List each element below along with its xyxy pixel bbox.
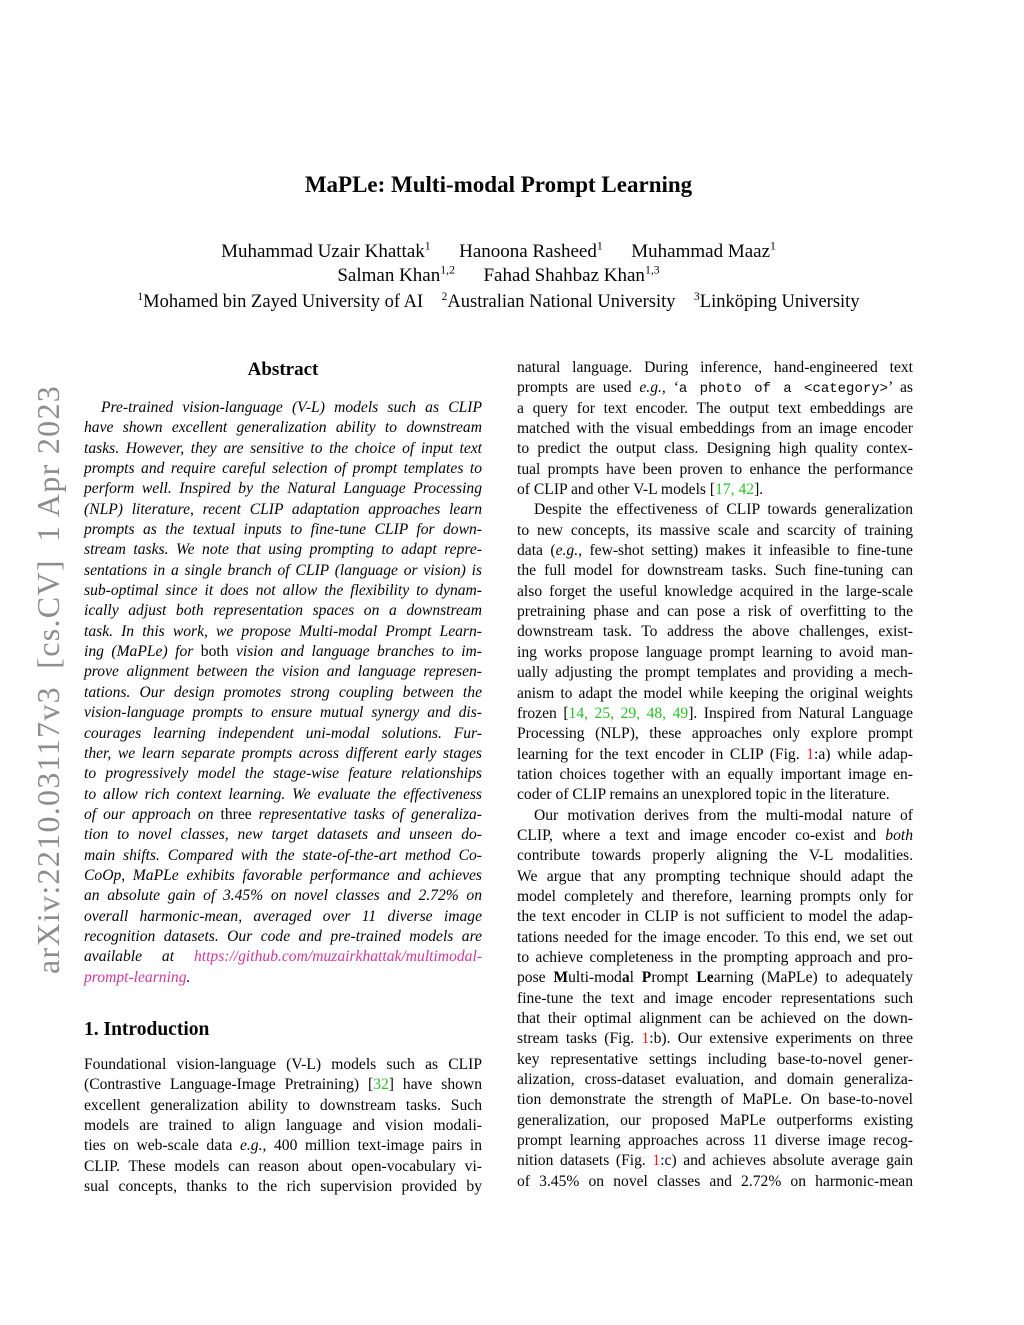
text-line: the full model for downstream tasks. Such fine-tuning can (517, 562, 913, 580)
text-line: a query for text encoder. The output text embeddings are (517, 399, 913, 417)
text-line: sentations in a single branch of CLIP (language or vision) is (84, 561, 482, 579)
text-line: to progressively model the stage-wise feature relationships (84, 765, 482, 783)
text-line: ing works propose language prompt learning to avoid man- (517, 643, 913, 661)
github-link[interactable]: prompt-learning (84, 968, 187, 986)
text-line: ties on web-scale data e.g., 400 million text-image pairs in (84, 1137, 482, 1155)
text-line: ually adjusting the prompt templates and providing a mech- (517, 664, 913, 682)
citation-link[interactable]: 32 (373, 1076, 389, 1094)
text-line: to achieve completeness in the prompting approach and pro- (517, 948, 913, 966)
introduction-body (84, 1055, 482, 1197)
text-line: recognition datasets. Our code and pre-trained models are (84, 927, 482, 945)
left-column (84, 358, 482, 1197)
bold-text: P (641, 969, 652, 987)
text-line: learning for the text encoder in CLIP (Fig. 1:a) while adap- (517, 745, 913, 763)
text-line: stream tasks (Fig. 1:b). Our extensive experiments on three (517, 1030, 913, 1048)
text-line: have shown excellent generalization ability to downstream (84, 419, 482, 437)
text-line: (Contrastive Language-Image Pretraining) [32] have shown (84, 1076, 482, 1094)
abstract-heading: Abstract (247, 359, 319, 380)
text-line: stream tasks. We note that using prompting to adapt repre- (84, 541, 482, 559)
abstract-body (84, 398, 482, 988)
text-line: available at https://github.com/muzairkhattak/multimodal- (84, 948, 482, 966)
emphasis-text: e.g. (239, 1137, 263, 1155)
emphasis-text: e.g. (555, 542, 579, 560)
text-line: Processing (NLP), these approaches only explore prompt (517, 725, 913, 743)
text-line: Despite the effectiveness of CLIP towards generalization (534, 501, 913, 519)
github-link[interactable]: https://github.com/muzairkhattak/multimodal- (193, 948, 482, 966)
text-line: tasks. However, they are sensitive to the choice of input text (84, 439, 482, 457)
text-line: data (e.g., few-shot setting) makes it infeasible to fine-tune (517, 542, 913, 560)
text-line: vision-language prompts to ensure mutual synergy and dis- (84, 704, 482, 722)
text-line: the text encoder in CLIP is not sufficient to model the adap- (517, 908, 913, 926)
paragraph (517, 500, 913, 805)
text-line: ically adjust both representation spaces on a downstream (84, 602, 482, 620)
text-line: to allow rich context learning. We evaluate the effectiveness (84, 785, 482, 803)
superscript: 1,2 (440, 263, 455, 277)
text-line: prove alignment between the vision and language represen- (84, 663, 482, 681)
author-line-2: Salman Khan$^{1,2}$ Fahad Shahbaz Khan$^{1,3}$ (337, 263, 660, 286)
text-line: anism to adapt the model while keeping the original weights (517, 684, 913, 702)
figure-ref-link[interactable]: 1 (641, 1030, 650, 1048)
citation-link[interactable]: 14, 25, 29, 48, 49 (568, 704, 689, 722)
text-line: to predict the output class. Designing high quality contex- (517, 440, 913, 458)
text-line: pose Multi-modal Prompt Learning (MaPLe) to adequately (517, 969, 913, 987)
text-line: Our motivation derives from the multi-modal nature of (534, 806, 913, 824)
paragraph (84, 1055, 482, 1197)
text-line: (NLP) literature, recent CLIP adaptation approaches learn (84, 500, 482, 518)
text-line: Pre-trained vision-language (V-L) models such as CLIP (101, 399, 482, 416)
bold-text: a (621, 969, 630, 987)
text-line: models are trained to align language and vision modali- (84, 1117, 482, 1134)
text-line: tual prompts have been proven to enhance the performance (517, 460, 913, 478)
text-line: prompt learning approaches across 11 diverse image recog- (517, 1132, 913, 1150)
text-line: alization, cross-dataset evaluation, and domain generaliza- (517, 1071, 913, 1089)
text-line: main shifts. Compared with the state-of-the-art method Co- (84, 846, 482, 864)
text-line: overall harmonic-mean, averaged over 11 diverse image (84, 907, 482, 925)
text-line: that their optimal alignment can be achieved on the down- (517, 1010, 913, 1027)
text-line: contribute towards properly aligning the V-L modalities. (517, 847, 913, 865)
text-line: prompts and require careful selection of prompt templates to (84, 460, 482, 478)
superscript: 1 (770, 239, 776, 253)
superscript: 3 (694, 290, 700, 303)
emphasis-text: e.g. (639, 379, 662, 397)
superscript: 1,3 (644, 263, 660, 277)
text-line: to new concepts, its massive scale and scarcity of training (517, 521, 913, 539)
text-line: tation choices together with an equally important image en- (517, 765, 913, 783)
text-line: ing (MaPLe) for both vision and language branches to im- (84, 643, 482, 661)
paper-title: MaPLe: Multi-modal Prompt Learning (304, 172, 693, 197)
text-line: nition datasets (Fig. 1:c) and achieves absolute average gain (517, 1152, 914, 1170)
emphasis-text: both (885, 826, 913, 844)
emphasis-text: both (200, 643, 229, 661)
paragraph (517, 358, 913, 500)
superscript: 1 (424, 239, 431, 253)
text-line: prompts as the textual inputs to fine-tune CLIP for down- (84, 521, 482, 539)
paragraph (84, 398, 482, 988)
text-line: fine-tune the text and image encoder representations such (517, 989, 913, 1007)
figure-ref-link[interactable]: 1 (652, 1152, 661, 1170)
citation-link[interactable]: 17, 42 (715, 481, 755, 499)
emphasis-text: three (220, 805, 252, 823)
text-line: CoOp, MaPLe exhibits favorable performance and achieves (84, 866, 482, 884)
text-line: ther, we learn separate prompts across different early stages (84, 744, 482, 762)
inline-code: a photo of a <category> (678, 381, 889, 398)
arxiv-banner: arXiv:2210.03117v3 [cs.CV] 1 Apr 2023 (30, 384, 66, 974)
text-line: coder of CLIP remains an unexplored topic in the literature. (517, 786, 890, 804)
text-line: sub-optimal since it does not allow the flexibility to dynam- (84, 582, 482, 600)
text-line: natural language. During inference, hand-engineered text (517, 359, 913, 376)
text-line: pretraining phase and can pose a risk of overfitting to the (517, 603, 913, 621)
text-line: generalization, our proposed MaPLe outperforms existing (517, 1111, 913, 1129)
text-line: model completely and therefore, learning prompts only for (517, 887, 913, 905)
superscript: 1 (137, 290, 144, 303)
bold-text: Le (696, 969, 714, 987)
text-line: prompts are used e.g., ‘a photo of a <category>’ as (517, 379, 913, 398)
superscript: 2 (441, 290, 448, 303)
bold-text: M (553, 969, 569, 987)
text-line: sual concepts, thanks to the rich supervision provided by (84, 1178, 482, 1196)
text-line: key representative settings including base-to-novel gener- (517, 1050, 913, 1068)
text-line: perform well. Inspired by the Natural Language Processing (84, 480, 482, 498)
text-line: tion to novel classes, new target datasets and unseen do- (84, 826, 482, 844)
text-line: Foundational vision-language (V-L) models such as CLIP (84, 1055, 482, 1073)
text-line: of our approach on three representative tasks of generaliza- (84, 805, 483, 823)
text-line: matched with the visual embeddings from an image encoder (517, 420, 913, 438)
figure-ref-link[interactable]: 1 (806, 745, 815, 763)
text-line: CLIP. These models can reason about open-vocabulary vi- (84, 1157, 482, 1175)
affiliation-line: $^1$Mohamed bin Zayed University of AI $^2$Australian National University $^3$Linköping University (137, 290, 860, 312)
text-line: of CLIP and other V-L models [17, 42]. (517, 481, 764, 499)
introduction-heading: 1. Introduction (84, 1018, 210, 1040)
text-line: task. In this work, we propose Multi-modal Prompt Learn- (84, 622, 482, 640)
text-line: We argue that any prompting technique should adapt the (517, 867, 913, 885)
text-line: tion demonstrate the strength of MaPLe. On base-to-novel (517, 1091, 913, 1109)
superscript: 1 (596, 239, 603, 253)
text-line: downstream task. To address the above challenges, exist- (517, 623, 913, 641)
text-line: courages learning independent uni-modal solutions. Fur- (84, 724, 482, 742)
text-line: prompt-learning. (84, 968, 191, 986)
text-line: of 3.45% on novel classes and 2.72% on harmonic-mean (517, 1172, 913, 1190)
text-line: also forget the useful knowledge acquired in the large-scale (517, 582, 913, 600)
author-line-1: Muhammad Uzair Khattak$^1$ Hanoona Rasheed$^1$ Muhammad Maaz$^1$ (221, 239, 776, 262)
right-column (517, 358, 913, 1192)
text-line: excellent generalization ability to downstream tasks. Such (84, 1096, 482, 1114)
text-line: tations. Our design promotes strong coupling between the (84, 683, 482, 701)
text-line: an absolute gain of 3.45% on novel classes and 2.72% on (84, 887, 482, 905)
text-line: frozen [14, 25, 29, 48, 49]. Inspired from Natural Language (517, 704, 913, 722)
text-line: tations needed for the image encoder. To this end, we set out (517, 928, 913, 946)
text-line: CLIP, where a text and image encoder co-exist and both (517, 826, 913, 844)
paragraph (517, 806, 913, 1193)
